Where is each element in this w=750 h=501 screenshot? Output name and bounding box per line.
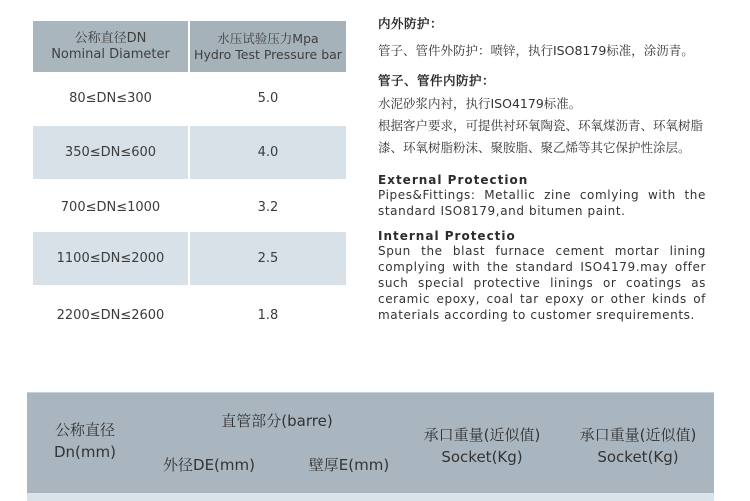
header-cn: 公称直径DN: [74, 31, 147, 46]
table-row: [33, 181, 346, 234]
cn-inner-text-2: 根据客户要求，可提供衬环氧陶瓷、环氧煤沥青、环氧树脂漆、环氧树脂粉沫、聚胺脂、聚乙烯等其它保护性涂层。: [378, 118, 704, 155]
test-pressure: 2.5: [257, 251, 279, 266]
external-protection-heading: External Protection: [378, 173, 529, 187]
dimension-table-header: [27, 392, 714, 493]
external-protection-text: Pipes&Fittings: Metallic zine comlying with the standard ISO8179,and bitumen paint.: [378, 188, 706, 218]
cn-inner-heading: 管子、管件内防护：: [378, 73, 496, 88]
socket-weight-header-2: [563, 424, 713, 468]
test-pressure: 4.0: [257, 145, 279, 160]
dn-range: 700≤DN≤1000: [60, 200, 161, 215]
top-rule: [27, 392, 714, 393]
nominal-diameter-header: [35, 419, 135, 463]
table-row: [33, 72, 346, 125]
internal-protection-text: Spun the blast furnace cement mortar lining complying with the standard ISO4179.may offer such special protective linings or coatings as ceramic epoxy, coal tar epoxy or other kinds of materials according to customer srequirements.: [378, 244, 706, 322]
protection-section: [378, 14, 706, 323]
cn-outer-text: 管子、管件外防护：喷锌，执行ISO8179标准，涂沥青。: [378, 43, 694, 58]
table-row: [33, 232, 346, 285]
test-pressure: 3.2: [257, 200, 279, 215]
test-pressure: 1.8: [257, 308, 279, 323]
internal-protection-heading: Internal Protectio: [378, 229, 516, 243]
dn-range: 1100≤DN≤2000: [56, 251, 165, 266]
table-row: [33, 126, 346, 179]
header-en: Nominal Diameter: [51, 47, 170, 62]
header-nominal-diameter: [33, 21, 188, 72]
header-cn: 公称直径: [54, 421, 115, 439]
table-row: [33, 289, 346, 342]
header-test-pressure: [190, 21, 346, 72]
header-en: Socket(Kg): [597, 448, 679, 466]
cn-inner-text-1: 水泥砂浆内衬，执行ISO4179标准。: [378, 96, 582, 111]
outer-diameter-header: 外径DE(mm): [163, 456, 255, 474]
header-cn: 水压试验压力Mpa: [217, 31, 319, 46]
header-en: Dn(mm): [54, 443, 116, 461]
header-en: Hydro Test Pressure bar: [194, 47, 342, 62]
dn-range: 80≤DN≤300: [69, 91, 152, 106]
dn-range: 2200≤DN≤2600: [56, 308, 165, 323]
header-cn: 承口重量(近似值): [579, 426, 697, 444]
test-pressure: 5.0: [257, 91, 279, 106]
socket-weight-header-1: [407, 424, 557, 468]
cn-outer-heading: 内外防护：: [378, 16, 444, 31]
barrel-group-header: 直管部分(barre): [221, 412, 333, 430]
dn-range: 350≤DN≤600: [64, 145, 157, 160]
header-en: Socket(Kg): [441, 448, 523, 466]
table-body-strip: [27, 493, 714, 501]
wall-thickness-header: 壁厚E(mm): [308, 456, 390, 474]
header-cn: 承口重量(近似值): [423, 426, 541, 444]
